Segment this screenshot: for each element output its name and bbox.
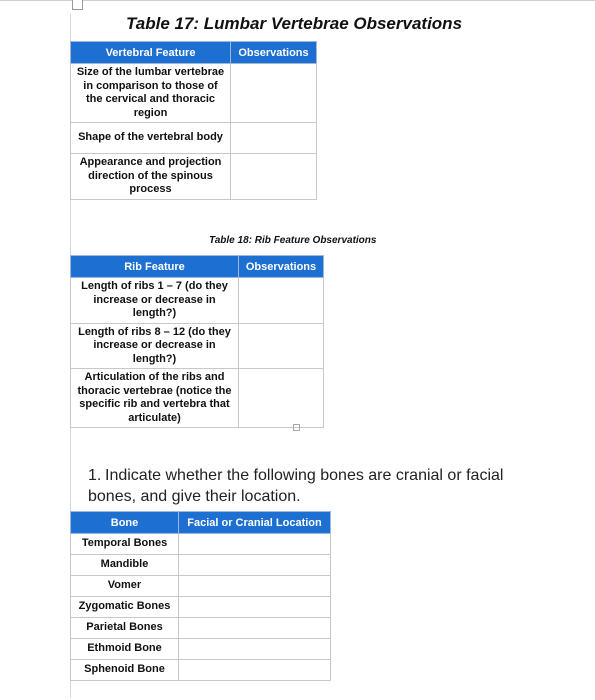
feature-cell: Size of the lumbar vertebrae in comparison to those of the cervical and thoracic region [71,64,231,123]
location-input-cell[interactable] [179,639,331,660]
observation-input-cell[interactable] [231,123,317,154]
bone-name-cell: Mandible [71,555,179,576]
location-input-cell[interactable] [179,555,331,576]
column-header-vertebral-feature: Vertebral Feature [71,42,231,64]
column-header-observations: Observations [231,42,317,64]
table-row [71,618,331,639]
table-row [71,154,317,200]
feature-cell: Articulation of the ribs and thoracic vertebrae (notice the specific rib and vertebra that articulate) [71,369,239,428]
observation-input-cell[interactable] [239,369,324,428]
observation-input-cell[interactable] [239,278,324,324]
question-number: 1. [88,467,102,484]
bone-name-cell: Ethmoid Bone [71,639,179,660]
location-input-cell[interactable] [179,534,331,555]
feature-cell: Length of ribs 8 – 12 (do they increase or decrease in length?) [71,323,239,369]
table-row [71,555,331,576]
lumbar-vertebrae-table [70,41,317,200]
table-row [71,278,324,324]
table-header-row [71,512,331,534]
table-row [71,323,324,369]
table-row [71,639,331,660]
location-input-cell[interactable] [179,597,331,618]
table-row [71,64,317,123]
observation-input-cell[interactable] [231,64,317,123]
column-header-rib-feature: Rib Feature [71,256,239,278]
question-text: Indicate whether the following bones are cranial or facial bones, and give their location. [88,467,504,505]
feature-cell: Appearance and projection direction of the spinous process [71,154,231,200]
table-row [71,369,324,428]
bone-name-cell: Parietal Bones [71,618,179,639]
table18-title: Table 18: Rib Feature Observations [209,235,377,246]
page-corner-marker [72,0,83,10]
table-row [71,534,331,555]
observation-input-cell[interactable] [231,154,317,200]
bone-name-cell: Zygomatic Bones [71,597,179,618]
page-top-border [0,0,595,1]
bone-name-cell: Vomer [71,576,179,597]
table-header-row [71,42,317,64]
location-input-cell[interactable] [179,618,331,639]
rib-feature-table [70,255,324,428]
table-header-row [71,256,324,278]
table-row [71,597,331,618]
location-input-cell[interactable] [179,660,331,681]
bone-name-cell: Sphenoid Bone [71,660,179,681]
anchor-marker [293,424,300,431]
feature-cell: Length of ribs 1 – 7 (do they increase or decrease in length?) [71,278,239,324]
column-header-observations: Observations [239,256,324,278]
column-header-bone: Bone [71,512,179,534]
table-row [71,576,331,597]
table-row [71,660,331,681]
feature-cell: Shape of the vertebral body [71,123,231,154]
table17-title: Table 17: Lumbar Vertebrae Observations [126,14,463,33]
column-header-location: Facial or Cranial Location [179,512,331,534]
question-1 [88,465,528,507]
observation-input-cell[interactable] [239,323,324,369]
bones-location-table [70,511,331,681]
bone-name-cell: Temporal Bones [71,534,179,555]
table-row [71,123,317,154]
location-input-cell[interactable] [179,576,331,597]
